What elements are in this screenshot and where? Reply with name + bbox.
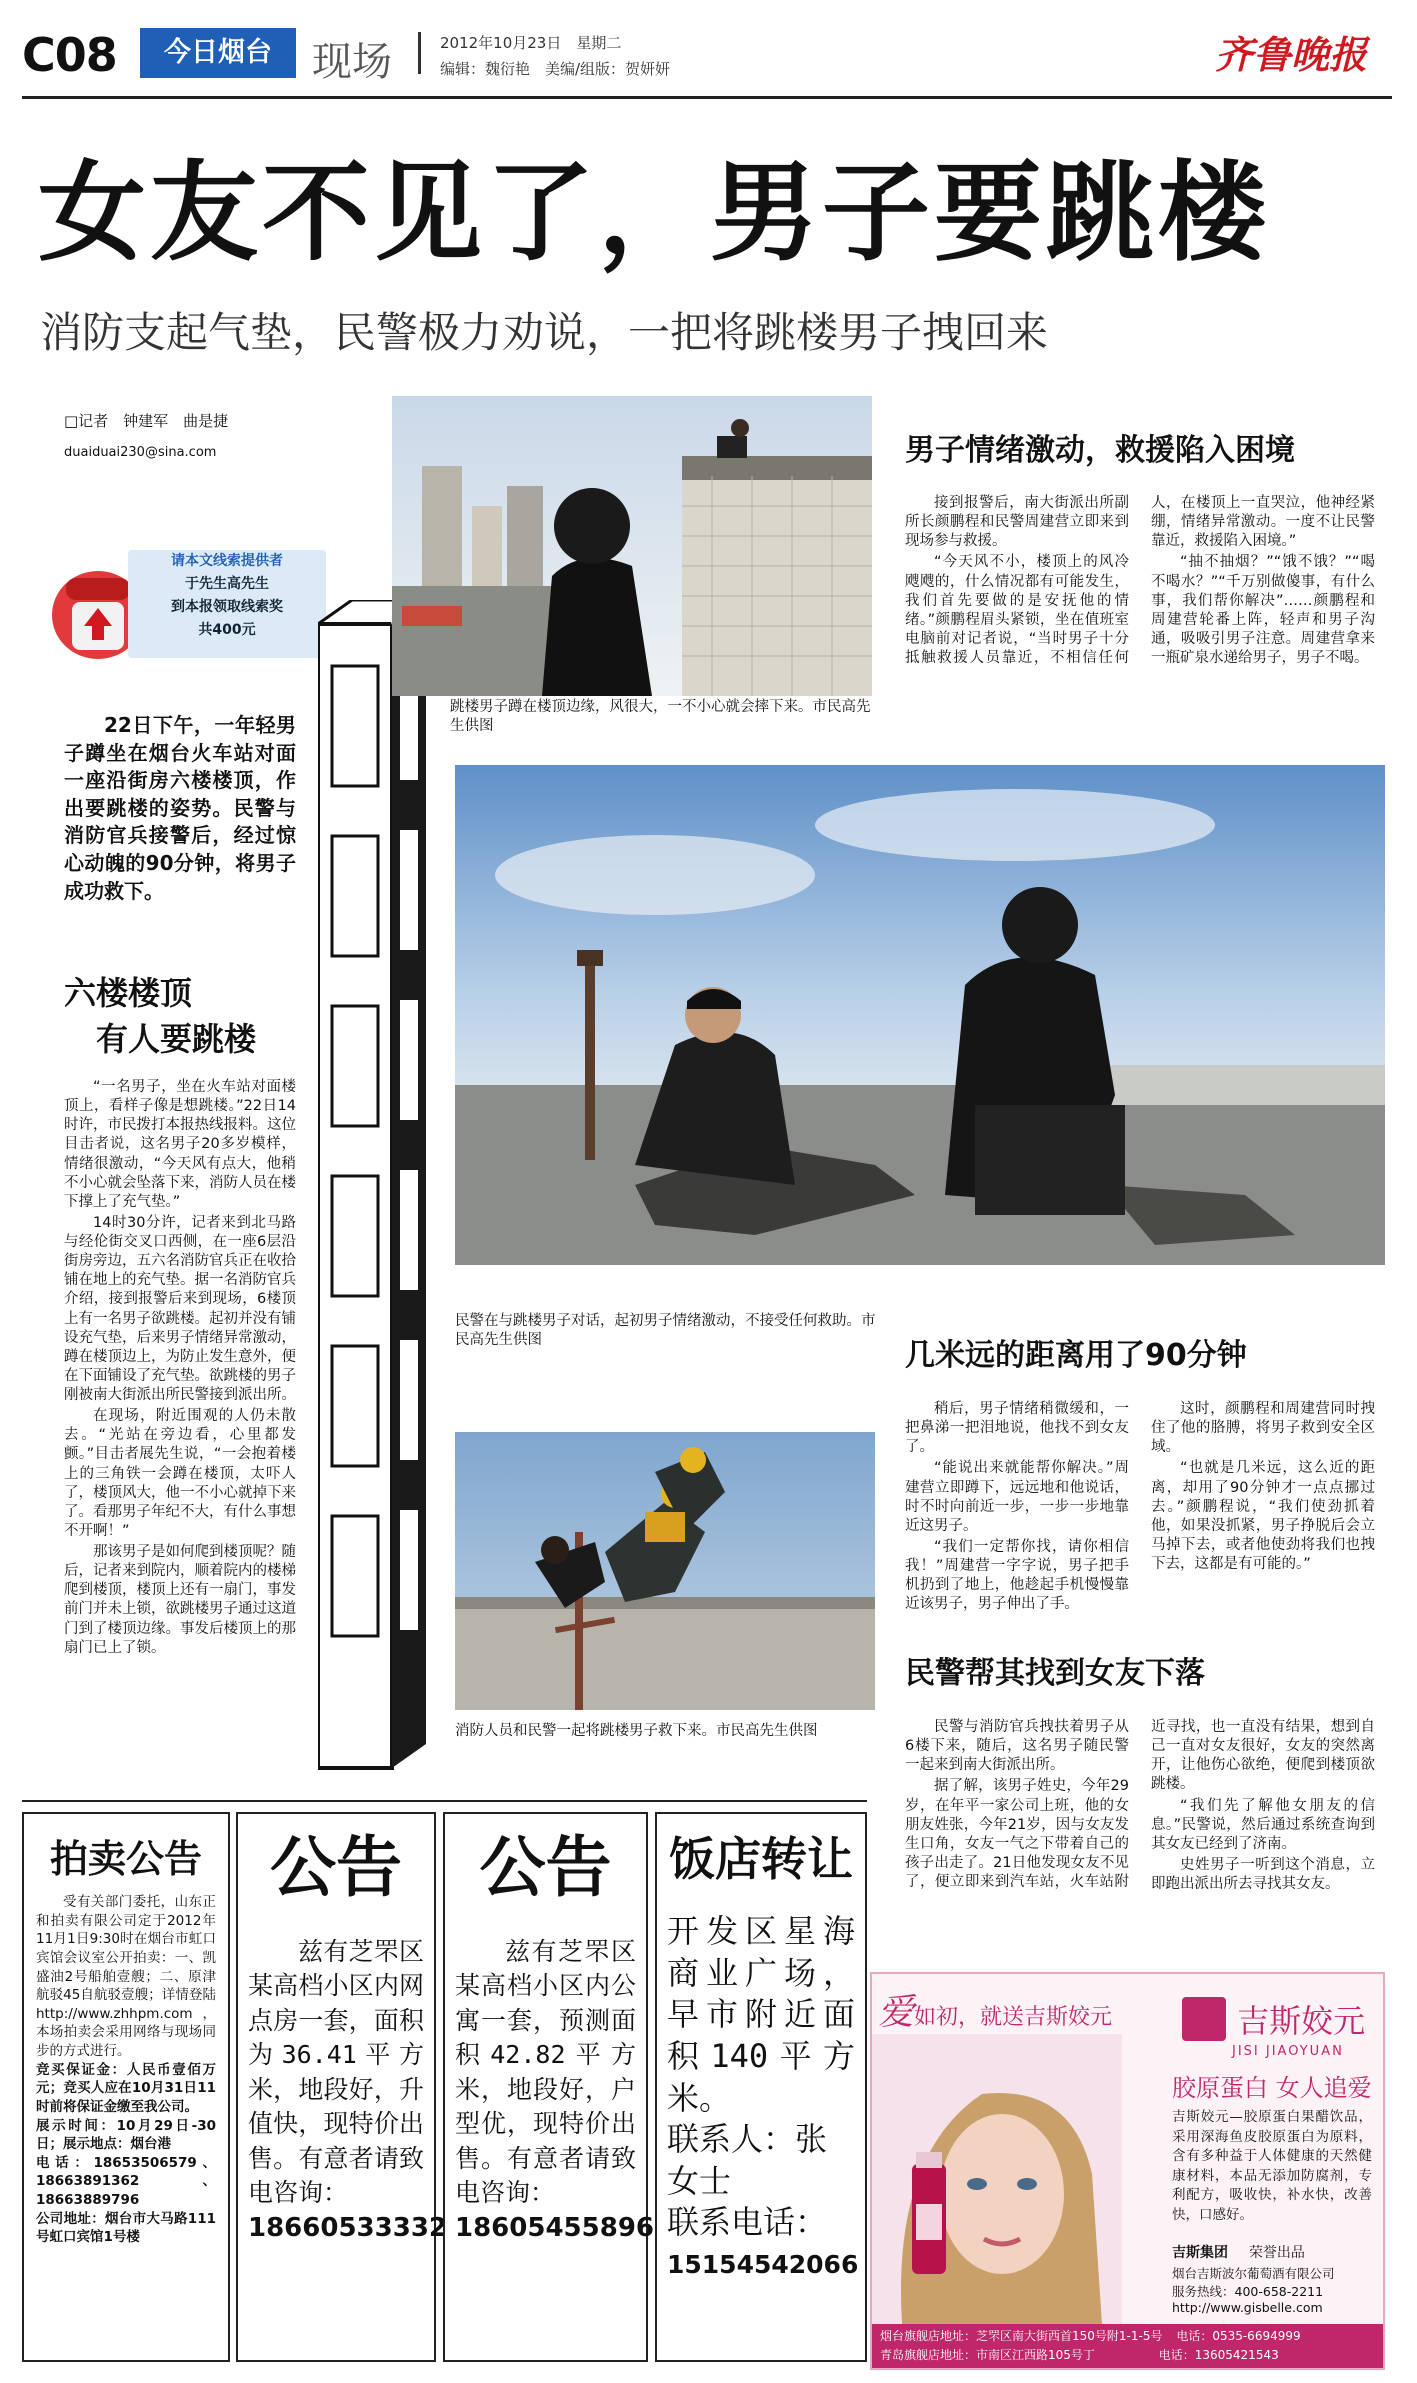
jisi-tagline: 胶原蛋白 女人追爱 xyxy=(1172,2074,1372,2102)
notice-ad-1 xyxy=(236,1812,447,2362)
photo1-caption: 跳楼男子蹲在楼顶边缘，风很大，一不小心就会摔下来。市民高先生供图 xyxy=(450,699,871,735)
photo-rescue xyxy=(455,1432,875,1710)
byline xyxy=(64,410,364,460)
ads-rule xyxy=(22,1800,867,1802)
section4-body xyxy=(905,1718,1375,1894)
paper-name-logo: 齐鲁晚报 xyxy=(1215,32,1368,77)
lead-text: 22日下午，一年轻男子蹲坐在烟台火车站对面一座沿街房六楼楼顶，作出要跳楼的姿势。民警与消防官兵接警后，经过惊心动魄的90分钟，将男子成功救下。 xyxy=(64,713,296,903)
photo-police-image xyxy=(455,765,1385,1265)
jisi-store2-phone: 电话：13605421543 xyxy=(1158,2347,1279,2362)
section4-paragraph: 民警与消防官兵拽扶着男子从6楼下来，随后，这名男子随民警一起来到南大街派出所。 xyxy=(905,1719,1129,1774)
byline-reporters: □记者 钟建军 曲是捷 xyxy=(64,412,229,430)
jisi-store1-phone: 电话：0535-6694999 xyxy=(1176,2329,1301,2343)
hotel-phone-label: 联系电话： xyxy=(667,2203,828,2242)
auction-address: 公司地址：烟台市大马路111号虹口宾馆1号楼 xyxy=(36,2210,216,2246)
hotel-contact: 联系人：张女士 xyxy=(667,2120,828,2200)
auction-ad xyxy=(22,1812,230,2362)
section1-paragraph: 在现场，附近围观的人仍未散去。“光站在旁边看，心里都发颤。”目击者展先生说，“一会抱着楼上的三角铁一会蹲在楼顶，太吓人了，楼顶风大，他一不小心就掉下来了。看那男子年纪不大，有什么事想不开啊！” xyxy=(64,1408,296,1539)
hotel-title: 饭店转让 xyxy=(669,1832,853,1886)
section-tab-label: 今日烟台 xyxy=(164,37,272,68)
jisi-brand-cn: 吉斯姣元 xyxy=(1237,2002,1366,2040)
editor-credits: 编辑：魏衍艳 美编/组版：贺妍妍 xyxy=(440,60,671,78)
section3-body xyxy=(905,1400,1375,1614)
jisi-service: 服务热线：400-658-2211 xyxy=(1172,2284,1324,2299)
masthead xyxy=(0,0,1417,95)
photo3-caption: 消防人员和民警一起将跳楼男子救下来。市民高先生供图 xyxy=(455,1723,818,1739)
section2-title: 男子情绪激动，救援陷入困境 xyxy=(905,433,1295,468)
jisi-group xyxy=(1172,2242,1305,2262)
section2-paragraph: 接到报警后，南大街派出所副所长颜鹏程和民警周建营立即来到现场参与救援。 xyxy=(905,495,1129,550)
notice1-title: 公告 xyxy=(270,1829,402,1906)
notice2-phone: 18605455896 xyxy=(455,2212,654,2243)
issue-date: 2012年10月23日 星期二 xyxy=(440,34,622,52)
jisi-group-name: 吉斯集团 xyxy=(1172,2245,1228,2261)
section4-paragraph: 据了解，该男子姓史，今年29岁，在年平一家公司上班，他的女朋友姓张，今年21岁，因与女友发生口角，女友一气之下带着自己的孩子出走了。21日他发现女友不见了，便立即来到汽车站，火车站附近寻找，也一直没有结果，想到自己一直对女友很好，女友的突然离开，让他伤心欲绝，便爬到楼顶欲跳楼。 xyxy=(905,1719,1375,1890)
jisi-company: 烟台吉斯波尔葡萄酒有限公司 xyxy=(1172,2266,1335,2281)
tipline-line2: 于先生高先生 xyxy=(185,576,269,593)
section3-paragraph: “我们一定帮你找，请你相信我！”周建营一字字说，男子把手机扔到了地上，他趁起手机慢慢靠近该男子，男子伸出了手。 xyxy=(905,1538,1129,1613)
section3-paragraph: 这时，颜鹏程和周建营同时拽住了他的胳膊，将男子救到安全区域。 xyxy=(1151,1401,1375,1456)
page-number: C08 xyxy=(22,28,117,82)
section2-paragraph: “今天风不小，楼顶上的风冷飕飕的，什么情况都有可能发生，我们首先要做的是安抚他的情绪。”颜鹏程眉头紧锁，坐在值班室电脑前对记者说，“当时男子十分抵触救援人员靠近，不相信任何人，在楼顶上一直哭泣，他神经紧绷，情绪异常激动。一度不让民警靠近，救援陷入困境。” xyxy=(905,495,1375,666)
notice-ad-2 xyxy=(443,1812,654,2362)
hotel-body: 开发区星海商业广场，早市附近面积140平方米。 xyxy=(667,1912,855,2117)
section1-body xyxy=(64,1078,296,1660)
section3-title: 几米远的距离用了90分钟 xyxy=(905,1338,1247,1373)
building-illustration xyxy=(318,600,428,1770)
auction-body: 受有关部门委托，山东正和拍卖有限公司定于2012年11月1日9:30时在烟台市虹口宾馆会议室公开拍卖：一、凯盛油2号船舶壹艘；二、原津航驳45自航驳壹艘；详情登陆http://www.zhhpm.com，本场拍卖会采用网络与现场同步的方式进行。 xyxy=(36,1894,216,2059)
jisi-store2-address: 青岛旗舰店地址：市南区江西路105号丁 xyxy=(880,2347,1095,2362)
lead-paragraph xyxy=(64,712,296,905)
notice1-body: 兹有芝罘区某高档小区内网点房一套，面积为36.41平方米，地段好，升值快，现特价出售。有意者请致电咨询： xyxy=(248,1936,424,2208)
notice2-title: 公告 xyxy=(479,1829,612,1906)
auction-deposit: 竞买保证金：人民币壹佰万元；竞买人应在10月31日11时前将保证金缴至我公司。 xyxy=(36,2061,216,2115)
section1-paragraph: “一名男子，坐在火车站对面楼顶上，看样子像是想跳楼。”22日14时许，市民拨打本报热线报料。这位目击者说，这名男子20多岁模样，情绪很激动，“今天风有点大，他稍不小心就会坠落下来，消防人员在楼下撑上了充气垫。” xyxy=(64,1079,296,1210)
photo-rooftop-image xyxy=(392,396,872,696)
section1-paragraph: 14时30分许，记者来到北马路与经伦街交叉口西侧，在一座6层沿街房旁边，五六名消防官兵正在收拾铺在地上的充气垫。据一名消防官兵介绍，接到报警后来到现场，6楼顶上有一名男子欲跳楼。起初并没有铺设充气垫，后来男子情绪异常激动，蹲在楼顶边上，为防止发生意外，便在下面铺设了充气垫。欲跳楼的男子刚被南大街派出所民警接到派出所。 xyxy=(64,1214,296,1403)
jisi-store-bar xyxy=(872,2324,1385,2370)
section4-title: 民警帮其找到女友下落 xyxy=(905,1656,1205,1691)
jisi-description: 吉斯姣元—胶原蛋白果醋饮品，采用深海鱼皮胶原蛋白为原料，含有多种益于人体健康的天然健康材料，本品无添加防腐剂，专利配方，吸收快，补水快，改善快，口感好。 xyxy=(1172,2109,1372,2223)
tipline-badge xyxy=(50,540,283,670)
hotel-transfer-ad xyxy=(655,1812,867,2362)
section1-paragraph: 那该男子是如何爬到楼顶呢？随后，记者来到院内，顺着院内的楼梯爬到楼顶，楼顶上还有一扇门，事发前门并未上锁，欲跳楼男子通过这道门到了楼顶边缘。事发后楼顶上的那扇门已上了锁。 xyxy=(64,1544,296,1656)
section1-title xyxy=(64,970,304,1063)
section2-body xyxy=(905,494,1375,669)
section3-paragraph: “也就是几米远，这么近的距离，却用了90分钟才一点点挪过去。”颜鹏程说，“我们使劲抓着他，如果没抓紧，男子挣脱后会立马掉下去，或者他使劲将我们也拽下去，这都是有可能的。” xyxy=(1151,1460,1375,1572)
jisi-slogan-text: 如初，就送吉斯姣元 xyxy=(914,2005,1113,2030)
auction-viewing: 展示时间：10月29日-30日；展示地点：烟台港 xyxy=(36,2117,216,2153)
section2-paragraph: “抽不抽烟？”“饿不饿？”“喝不喝水？”“千万别做傻事，有什么事，我们帮你解决”……颜鹏程和周建营轮番上阵，轻声和男子沟通，吸吸引男子注意。周建营拿来一瓶矿泉水递给男子，男子不喝。 xyxy=(1151,554,1375,666)
section3-paragraph: 稍后，男子情绪稍微缓和，一把鼻涕一把泪地说，他找不到女友了。 xyxy=(905,1401,1129,1456)
jisi-brand-en: JISI JIAOYUAN xyxy=(1232,2044,1344,2059)
section3-paragraph: “能说出来就能帮你解决。”周建营立即蹲下，远远地和他说话，时不时向前近一步，一步一步地靠近这男子。 xyxy=(905,1460,1129,1534)
tipline-line1: 请本文线索提供者 xyxy=(171,553,283,569)
section4-paragraph: “我们先了解他女朋友的信息。”民警说，然后通过系统查询到其女友已经到了济南。 xyxy=(1151,1797,1375,1852)
section1-title-line1: 六楼楼顶 xyxy=(64,974,193,1012)
section-tab xyxy=(140,28,296,78)
tipline-box xyxy=(128,550,326,658)
jisi-model-photo xyxy=(872,2034,1122,2324)
jisi-website: http://www.gisbelle.com xyxy=(1172,2300,1323,2315)
jisi-slogan xyxy=(878,1984,1112,2035)
jisi-logo-icon xyxy=(1182,1997,1226,2041)
tipline-line4: 共400元 xyxy=(198,622,256,639)
masthead-divider xyxy=(418,32,421,74)
hotel-phone: 15154542066 xyxy=(667,2249,859,2279)
notice1-phone: 18660533332 xyxy=(248,2212,447,2243)
byline-email: duaiduai230@sina.com xyxy=(64,445,217,460)
jisi-store1-address: 烟台旗舰店地址：芝罘区南大街西首150号附1-1-5号 xyxy=(880,2329,1163,2343)
jisi-presents: 荣誉出品 xyxy=(1248,2245,1305,2261)
masthead-rule xyxy=(22,96,1392,99)
notice2-body: 兹有芝罘区某高档小区内公寓一套，预测面积42.82平方米，地段好，户型优，现特价出售。有意者请致电咨询： xyxy=(455,1936,636,2208)
photo-rescue-image xyxy=(455,1432,875,1710)
jisi-slogan-ai: 爱 xyxy=(878,1992,915,2033)
section1-title-line2: 有人要跳楼 xyxy=(96,1020,257,1059)
tipline-line3: 到本报领取线索奖 xyxy=(171,599,283,616)
headline-title: 女友不见了，男子要跳楼 xyxy=(38,151,1271,276)
headline-subtitle: 消防支起气垫，民警极力劝说，一把将跳楼男子拽回来 xyxy=(40,308,1049,357)
photo-police-talk xyxy=(455,765,1385,1265)
channel-label: 现场 xyxy=(312,39,392,85)
auction-phone: 电话：18653506579、18663891362、18663889796 xyxy=(36,2154,216,2208)
section4-paragraph: 史姓男子一听到这个消息，立即跑出派出所去寻找其女友。 xyxy=(1151,1856,1375,1892)
jisi-logo xyxy=(1182,1996,1365,2042)
jisi-ad xyxy=(870,1972,1385,2370)
auction-title: 拍卖公告 xyxy=(49,1837,202,1881)
photo2-caption: 民警在与跳楼男子对话，起初男子情绪激动，不接受任何救助。市民高先生供图 xyxy=(455,1313,876,1349)
photo-rooftop-man xyxy=(392,396,872,696)
